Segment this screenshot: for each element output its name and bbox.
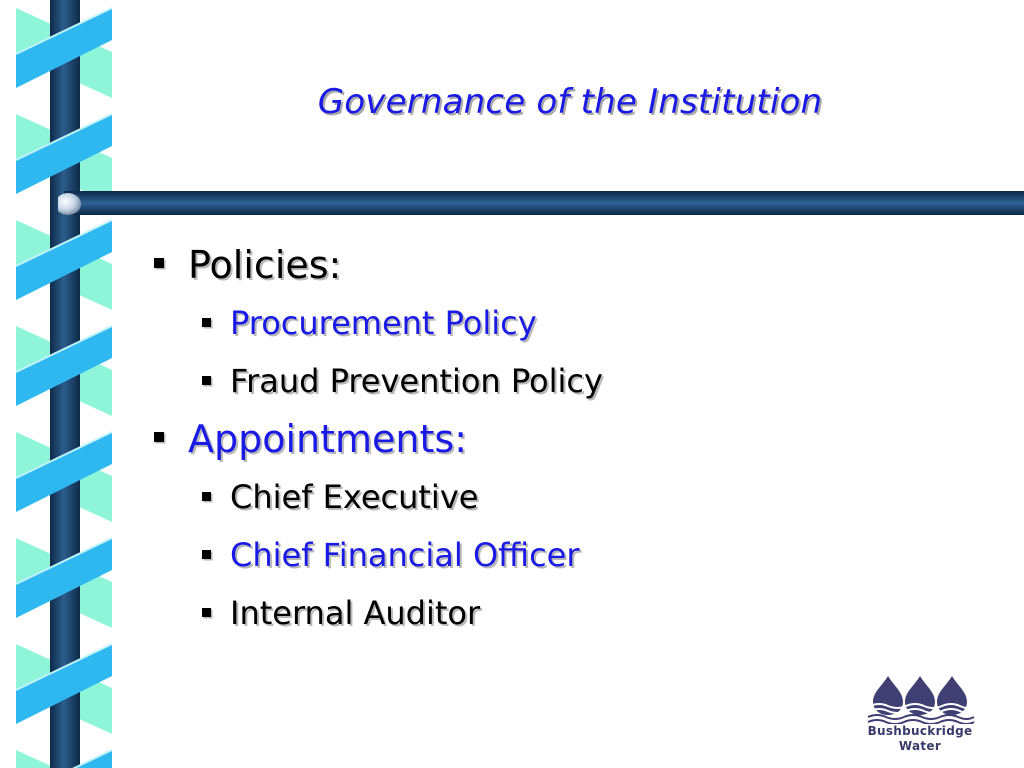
bullet-text: Internal Auditor xyxy=(230,594,481,632)
bullet-text: Chief Financial Officer xyxy=(230,536,580,574)
company-logo xyxy=(842,672,998,762)
logo-text-line1: Bushbuckridge xyxy=(867,724,973,738)
bullet-list xyxy=(148,236,948,642)
square-bullet-icon xyxy=(202,318,211,327)
logo-text-line2: Water xyxy=(898,739,942,753)
bullet-text: Chief Executive xyxy=(230,478,479,516)
bullet-text: Appointments: xyxy=(188,417,468,461)
square-bullet-icon xyxy=(154,432,164,442)
bullet-item xyxy=(148,410,948,468)
title-divider-bar xyxy=(58,190,1024,216)
square-bullet-icon xyxy=(154,258,164,268)
twisted-ribbon-graphic xyxy=(0,0,120,768)
square-bullet-icon xyxy=(202,376,211,385)
sub-bullet-item xyxy=(200,294,948,352)
square-bullet-icon xyxy=(202,608,211,617)
bullet-text: Procurement Policy xyxy=(230,304,537,342)
sub-bullet-item xyxy=(200,468,948,526)
water-drops-icon xyxy=(842,672,998,724)
bullet-item xyxy=(148,236,948,294)
sub-bullet-item xyxy=(200,526,948,584)
bullet-text: Policies: xyxy=(188,243,342,287)
decorative-ribbon-border xyxy=(0,0,120,768)
bullet-text: Fraud Prevention Policy xyxy=(230,362,603,400)
square-bullet-icon xyxy=(202,550,211,559)
sub-bullet-item xyxy=(200,352,948,410)
square-bullet-icon xyxy=(202,492,211,501)
sub-bullet-item xyxy=(200,584,948,642)
slide-title: Governance of the Institution xyxy=(317,82,823,122)
